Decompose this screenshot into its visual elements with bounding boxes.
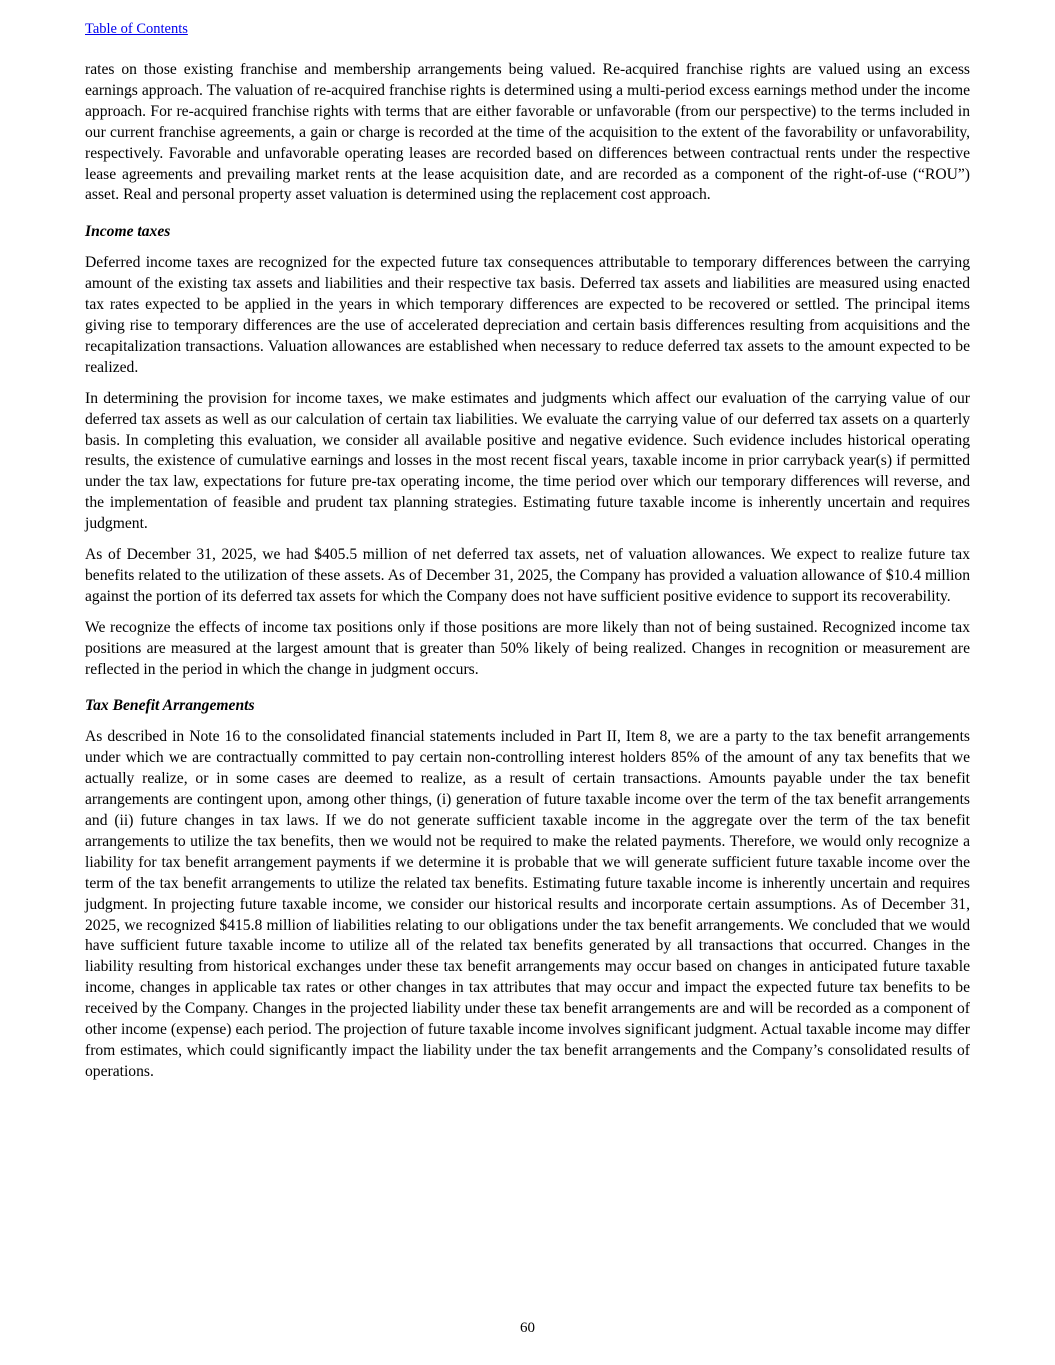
toc-bar: [0, 0, 1055, 38]
section-heading-income-taxes: Income taxes: [85, 223, 171, 241]
paragraph-provision-for-income-taxes: In determining the provision for income taxes, we make estimates and judgments which affect our evaluation of the carrying value of our deferred tax assets as well as our calculation of certain tax liabilities. We evaluate the carrying value of our deferred tax assets on a quarterly basis. In completing this evaluation, we consider all available positive and negative evidence. Such evidence includes historical operating results, the existence of cumulative earnings and losses in the most recent fiscal years, taxable income in prior carryback year(s) if permitted under the tax law, expectations for future pre-tax operating income, the time period over which our temporary differences will reverse, and the implementation of feasible and prudent tax planning strategies. Estimating future taxable income is inherently uncertain and requires judgment.: [85, 389, 970, 533]
paragraph-deferred-income-taxes: Deferred income taxes are recognized for the expected future tax consequences attributable to temporary differences between the carrying amount of the existing tax assets and liabilities and their respective tax basis. Deferred tax assets and liabilities are measured using enacted tax rates expected to be applied in the years in which temporary differences are expected to be recovered or settled. The principal items giving rise to temporary differences are the use of accelerated depreciation and certain basis differences resulting from acquisitions and the recapitalization transactions. Valuation allowances are established when necessary to reduce deferred tax assets to the amount expected to be realized.: [85, 254, 970, 376]
page-number: 60: [520, 1320, 535, 1336]
paragraph-income-tax-positions: We recognize the effects of income tax positions only if those positions are more likely than not of being sustained. Recognized income tax positions are measured at the largest amount that is greater than 50% likely of being realized. Changes in recognition or measurement are reflected in the period in which the change in judgment occurs.: [85, 618, 970, 678]
paragraph-tax-benefit-arrangements: As described in Note 16 to the consolidated financial statements included in Part II, Item 8, we are a party to the tax benefit arrangements under which we are contractually committed to pay certain non-controlling interest holders 85% of the amount of any tax benefits that we actually realize, or in some cases are deemed to realize, as a result of certain transactions. Amounts payable under the tax benefit arrangements are contingent upon, among other things, (i) generation of future taxable income over the term of the tax benefit arrangements and (ii) future changes in tax laws. If we do not generate sufficient taxable income in the aggregate over the term of the tax benefit arrangements to utilize the tax benefits, then we would not be required to make the related payments. Therefore, we would only recognize a liability for tax benefit arrangement payments if we determine it is probable that we will generate sufficient future taxable income over the term of the tax benefit arrangements to utilize the related tax benefits. Estimating future taxable income is inherently uncertain and requires judgment. In projecting future taxable income, we consider our historical results and incorporate certain assumptions. As of December 31, 2025, we recognized $415.8 million of liabilities relating to our obligations under the tax benefit arrangements. We concluded that we would have sufficient future taxable income to utilize all of the related tax benefits generated by all transactions that occurred. Changes in the liability resulting from historical exchanges under these tax benefit arrangements may occur based on changes in anticipated future taxable income, changes in applicable tax rates or other changes in tax attributes that may occur and impact the expected future tax benefits to be received by the Company. Changes in the projected liability under these tax benefit arrangements are and will be recorded as a component of other income (expense) each period. The projection of future taxable income involves significant judgment. Actual taxable income may differ from estimates, which could significantly impact the liability under the tax benefit arrangements and the Company’s consolidated results of operations.: [85, 728, 970, 1080]
paragraph-deferred-tax-assets-amounts: As of December 31, 2025, we had $405.5 million of net deferred tax assets, net of valuation allowances. We expect to realize future tax benefits related to the utilization of these assets. As of December 31, 2025, the Company has provided a valuation allowance of $10.4 million against the portion of its deferred tax assets for which the Company does not have sufficient positive evidence to support its recoverability.: [85, 546, 970, 605]
paragraph-franchise-rights-continuation: rates on those existing franchise and membership arrangements being valued. Re-acquired franchise rights are valued using an excess earnings approach. The valuation of re-acquired franchise rights is determined using a multi-period excess earnings method under the income approach. For re-acquired franchise rights with terms that are either favorable or unfavorable (from our perspective) to the terms included in our current franchise agreements, a gain or charge is recorded at the time of the acquisition to the extent of the favorability or unfavorability, respectively. Favorable and unfavorable operating leases are recorded based on differences between contractual rents under the respective lease agreements and prevailing market rents at the lease acquisition date, and are recorded as a component of the right-of-use (“ROU”) asset. Real and personal property asset valuation is determined using the replacement cost approach.: [85, 61, 970, 204]
table-of-contents-link[interactable]: Table of Contents: [85, 21, 188, 37]
document-body: [0, 38, 1055, 1083]
section-heading-tax-benefit-arrangements: Tax Benefit Arrangements: [85, 697, 255, 715]
